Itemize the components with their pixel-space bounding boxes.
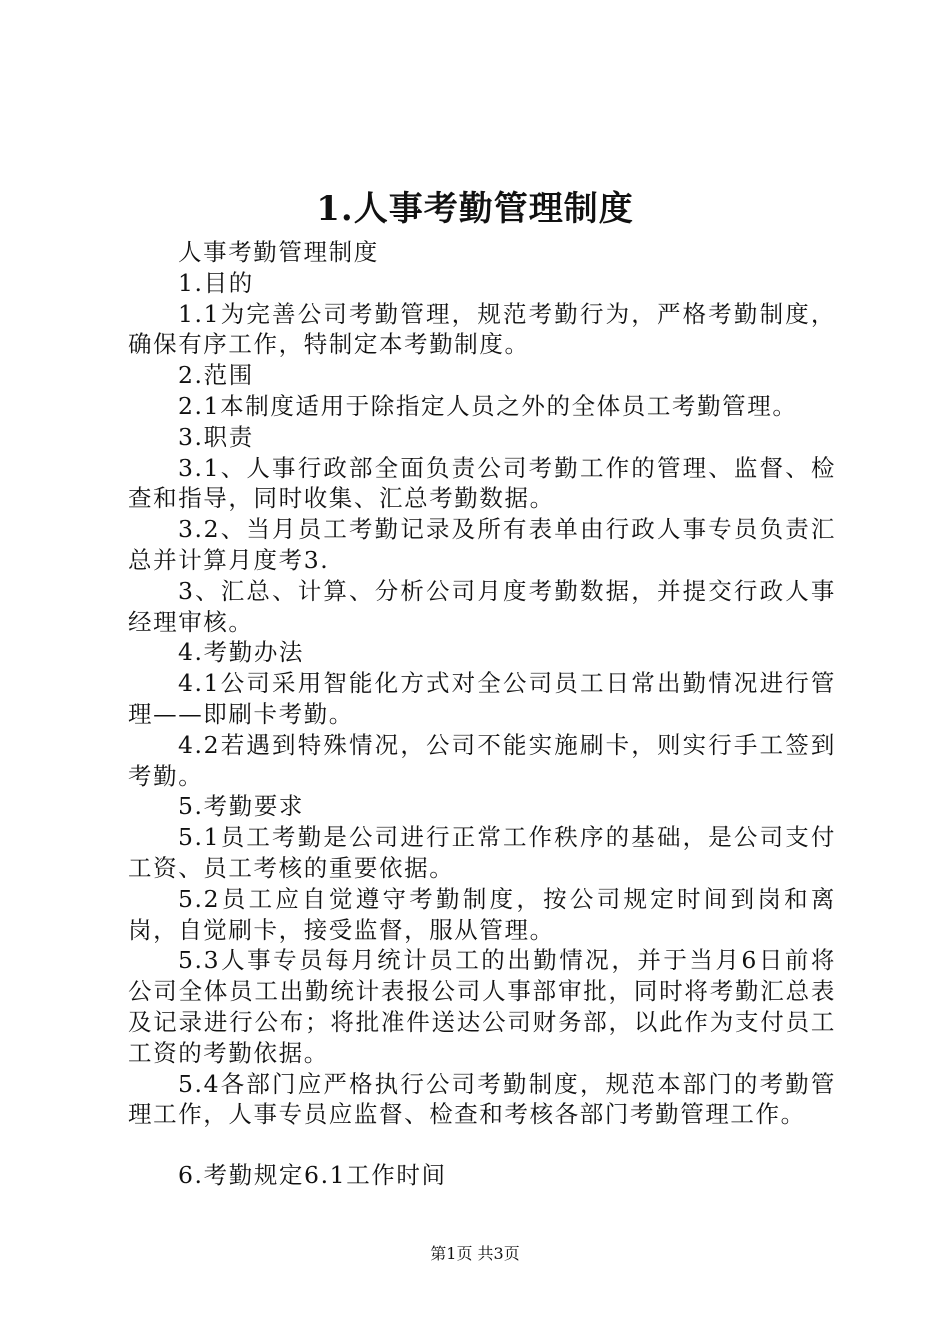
paragraph-5-2: 5.2员工应自觉遵守考勤制度，按公司规定时间到岗和离岗，自觉刷卡，接受监督，服从管理。	[128, 884, 836, 944]
paragraph-3-2: 3.2、当月员工考勤记录及所有表单由行政人事专员负责汇总并计算月度考3.	[128, 515, 836, 574]
section-heading-methods: 4.考勤办法	[178, 638, 305, 667]
paragraph-3-1: 3.1、人事行政部全面负责公司考勤工作的管理、监督、检查和指导，同时收集、汇总考勤数据。	[128, 453, 836, 513]
paragraph-4-1: 4.1公司采用智能化方式对全公司员工日常出勤情况进行管理——即刷卡考勤。	[128, 669, 836, 728]
paragraph-5-1: 5.1员工考勤是公司进行正常工作秩序的基础，是公司支付工资、员工考核的重要依据。	[128, 823, 836, 882]
paragraph-5-4: 5.4各部门应严格执行公司考勤制度，规范本部门的考勤管理工作，人事专员应监督、检查和考核各部门考勤管理工作。	[128, 1069, 836, 1129]
section-heading-rules: 6.考勤规定6.1工作时间	[178, 1161, 447, 1190]
section-heading-purpose: 1.目的	[178, 268, 254, 297]
page-footer: 第1页 共3页	[430, 1244, 520, 1263]
paragraph-2-1: 2.1本制度适用于除指定人员之外的全体员工考勤管理。	[178, 391, 798, 420]
section-heading-duties: 3.职责	[178, 422, 254, 451]
section-heading-requirements: 5.考勤要求	[178, 792, 305, 821]
paragraph-4-2: 4.2若遇到特殊情况，公司不能实施刷卡，则实行手工签到考勤。	[128, 730, 836, 790]
paragraph-1-1: 1.1为完善公司考勤管理，规范考勤行为，严格考勤制度，确保有序工作，特制定本考勤制度。	[128, 299, 836, 359]
section-heading-scope: 2.范围	[178, 361, 254, 390]
paragraph-heading: 人事考勤管理制度	[178, 238, 379, 266]
paragraph-3-3: 3、汇总、计算、分析公司月度考勤数据，并提交行政人事经理审核。	[128, 576, 836, 636]
document-title: 1.人事考勤管理制度	[316, 189, 634, 229]
document-body	[128, 237, 836, 1191]
paragraph-5-3: 5.3人事专员每月统计员工的出勤情况，并于当月6日前将公司全体员工出勤统计表报公司人事部审批，同时将考勤汇总表及记录进行公布；将批准件送达公司财务部，以此作为支付员工工资的考勤依据。	[128, 946, 836, 1067]
